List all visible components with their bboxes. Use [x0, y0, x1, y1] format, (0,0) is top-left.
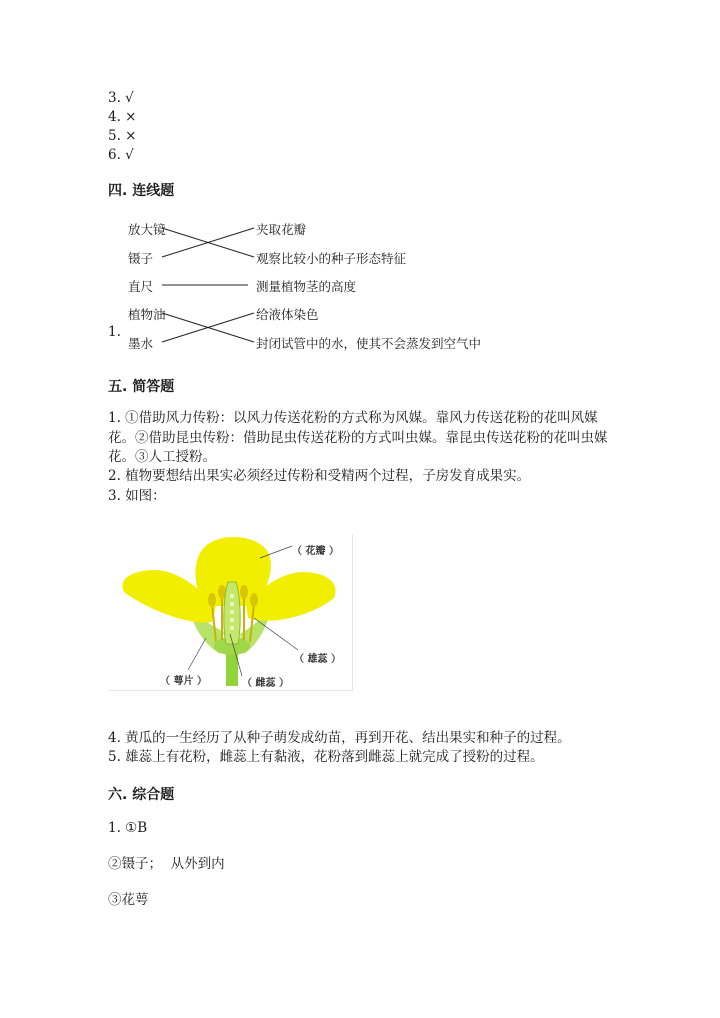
- short-answer-3: 3. 如图：: [108, 488, 166, 504]
- right-item-dye-liquid: 给液体染色: [256, 307, 319, 322]
- short-answer-1: 1. ①借助风力传粉：以风力传送花粉的方式称为风媒。靠风力传送花粉的花叫风媒花。②借助昆虫传粉：借助昆虫传送花粉的方式叫虫媒。靠昆虫传送花粉的花叫虫媒花。③人工授粉。: [108, 410, 608, 465]
- answer-3: 3. √: [108, 90, 134, 106]
- section-title-short-answer: 五. 简答题: [108, 379, 175, 395]
- left-item-ruler: 直尺: [128, 279, 154, 294]
- section-title-matching: 四. 连线题: [108, 183, 175, 199]
- left-item-tweezers: 镊子: [128, 251, 154, 266]
- label-petal: （ 花瓣 ）: [292, 546, 339, 557]
- answer-6: 6. √: [108, 147, 134, 163]
- right-item-observe-seeds: 观察比较小的种子形态特征: [256, 251, 407, 266]
- stem-shape: [226, 652, 238, 686]
- right-item-measure-stem: 测量植物茎的高度: [256, 279, 357, 294]
- right-item-seal-water: 封闭试管中的水，使其不会蒸发到空气中: [256, 336, 482, 351]
- left-item-plant-oil: 植物油: [128, 307, 166, 322]
- left-item-ink: 墨水: [128, 336, 154, 351]
- flower-diagram: [108, 534, 353, 691]
- label-stamen: （ 雄蕊 ）: [294, 654, 341, 665]
- comprehensive-answer-3: ③花萼: [108, 892, 149, 908]
- matching-question-number: 1.: [108, 324, 121, 340]
- matching-lines: [0, 0, 720, 380]
- comprehensive-answer-1: 1. ①B: [108, 820, 148, 836]
- section-title-comprehensive: 六. 综合题: [108, 787, 175, 803]
- left-item-magnifier: 放大镜: [128, 222, 166, 237]
- label-sepal: （ 萼片 ）: [160, 676, 207, 687]
- label-pistil: （ 雌蕊 ）: [242, 678, 289, 689]
- answer-4: 4. ×: [108, 109, 137, 125]
- answer-5: 5. ×: [108, 128, 137, 144]
- flower-illustration: [108, 534, 352, 690]
- short-answer-5: 5. 雄蕊上有花粉，雌蕊上有黏液，花粉落到雌蕊上就完成了授粉的过程。: [108, 749, 544, 765]
- short-answer-2: 2. 植物要想结出果实必须经过传粉和受精两个过程，子房发育成果实。: [108, 468, 531, 484]
- comprehensive-answer-2: ②镊子； 从外到内: [108, 856, 225, 872]
- right-item-pick-petal: 夹取花瓣: [256, 222, 307, 237]
- short-answer-4: 4. 黄瓜的一生经历了从种子萌发成幼苗，再到开花、结出果实和种子的过程。: [108, 730, 571, 746]
